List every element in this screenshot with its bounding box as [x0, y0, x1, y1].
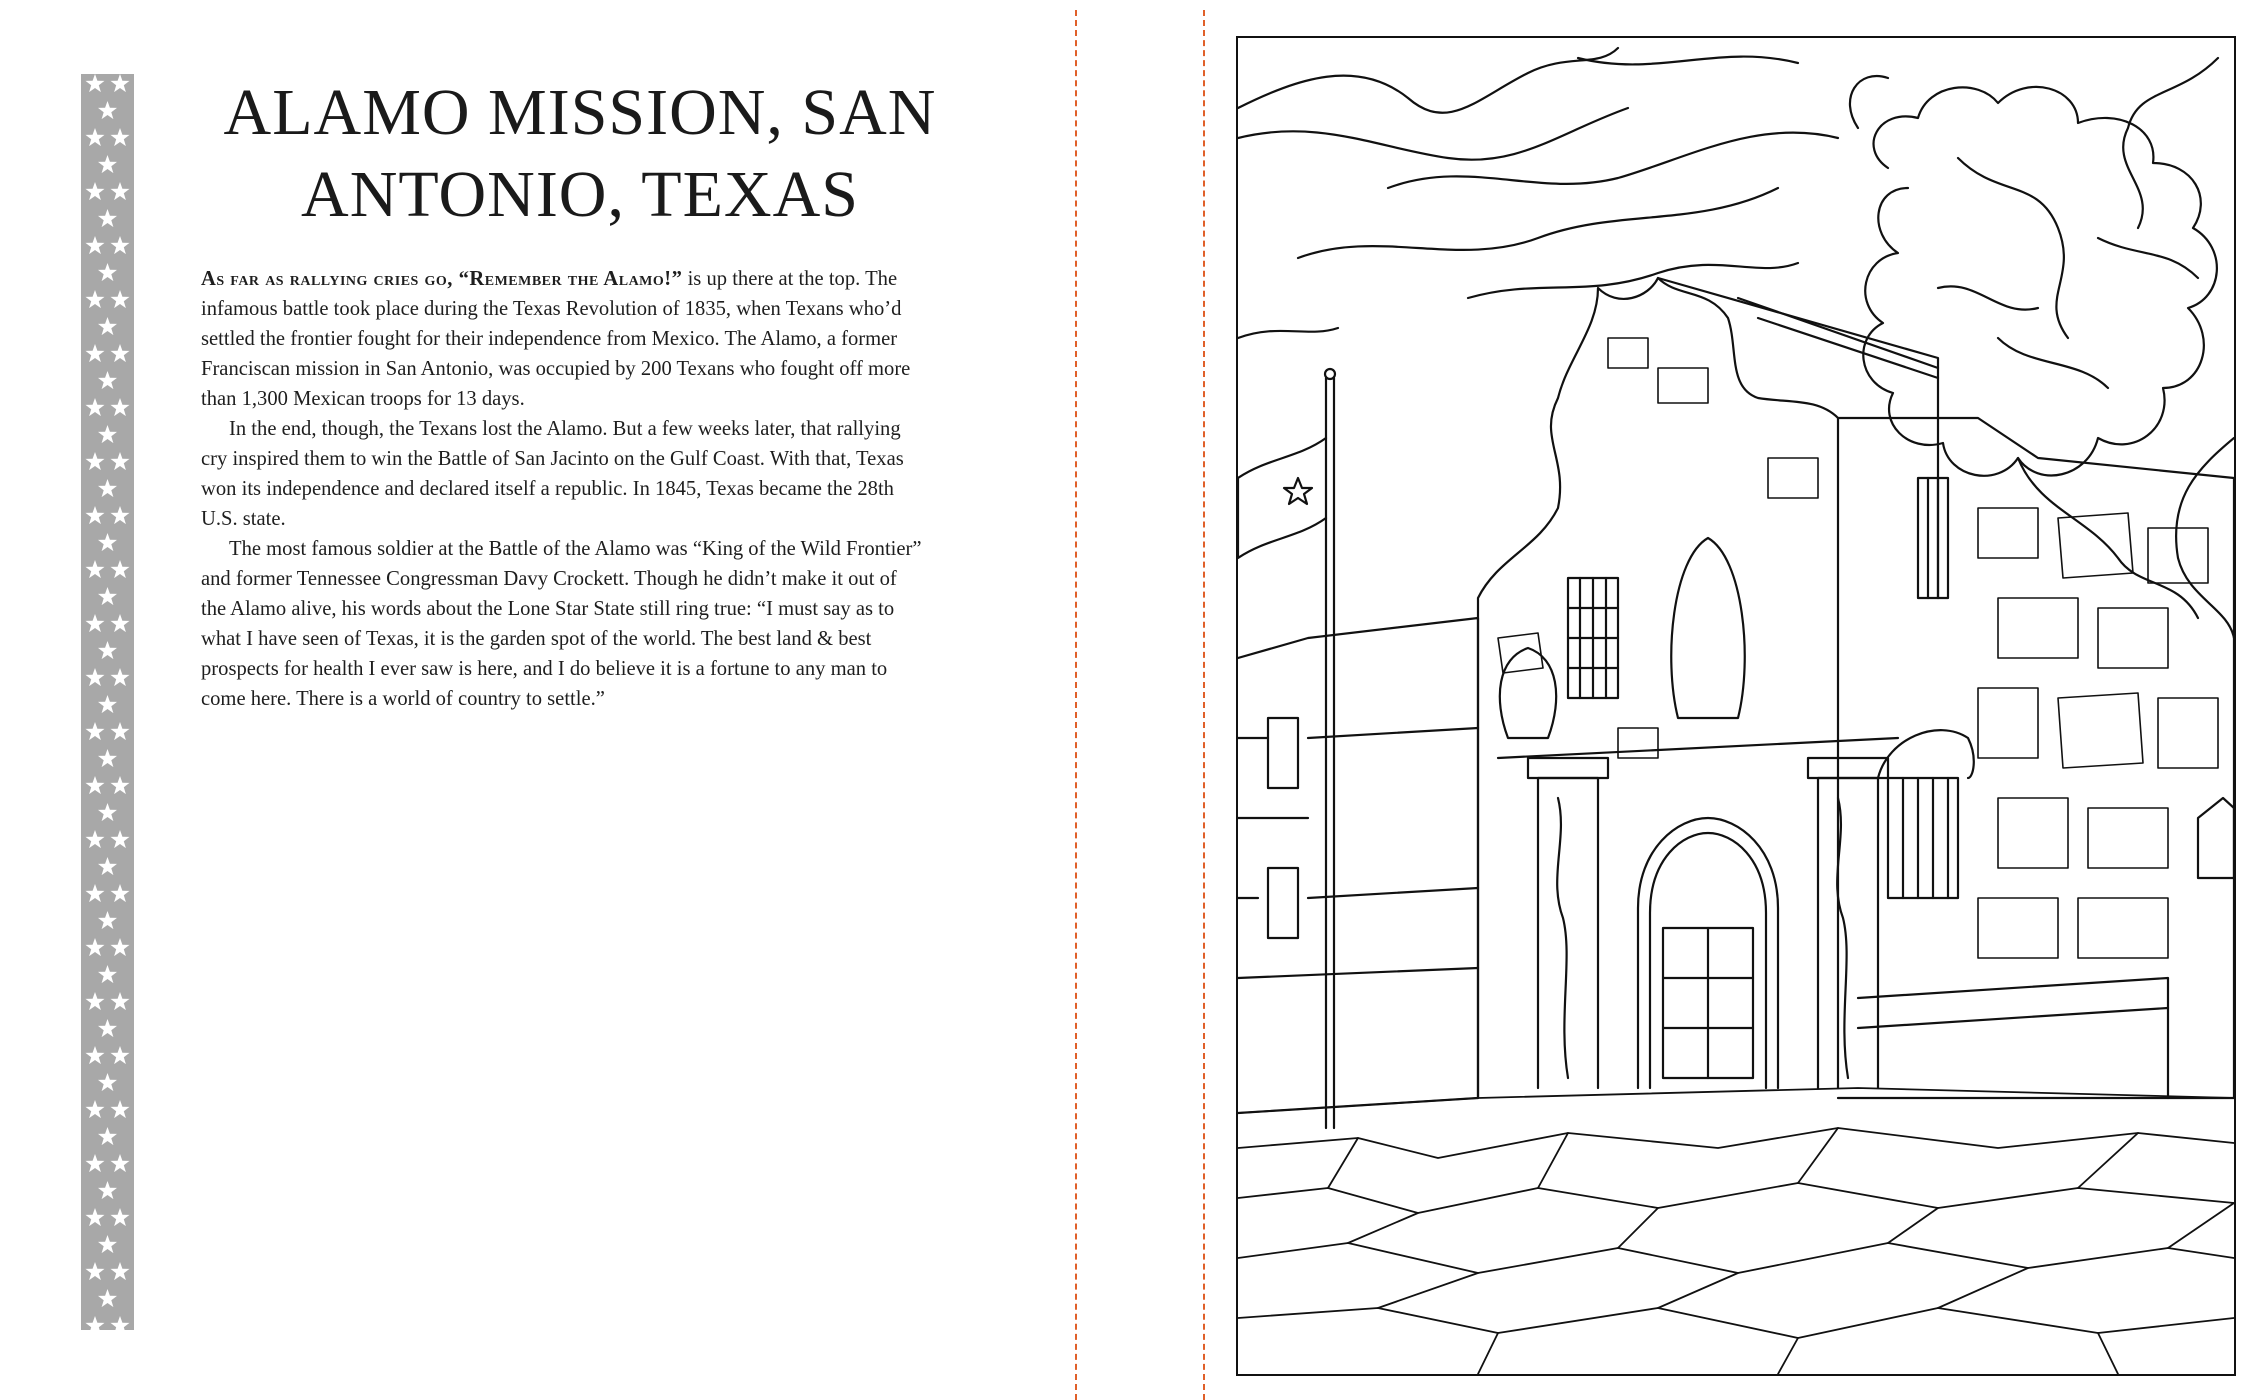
- star-icon: [111, 398, 130, 416]
- right-building: [1658, 278, 2234, 1098]
- left-page: [0, 0, 1075, 1400]
- star-icon: [86, 668, 105, 686]
- star-icon: [98, 857, 117, 875]
- star-icon: [111, 182, 130, 200]
- star-icon: [111, 992, 130, 1010]
- illustration-svg: [1238, 38, 2234, 1374]
- flag-pole: [1238, 369, 1335, 1128]
- paragraph-1-text: is up there at the top. The infamous battle took place during the Texas Revolution of 1835, when Texans who’d settled the frontier fought for their independence from Mexico. The Alamo, a former Franciscan mission in San Antonio, was occupied by 200 Texans who fought off more than 1,300 Mexican troops for 13 days.: [201, 268, 911, 410]
- star-icon: [111, 1316, 130, 1330]
- star-icon: [111, 1100, 130, 1118]
- paragraph-1: [201, 264, 926, 414]
- star-icon: [98, 749, 117, 767]
- star-icon: [98, 695, 117, 713]
- star-icon: [111, 830, 130, 848]
- left-wall: [1238, 618, 1478, 1113]
- star-icon: [111, 452, 130, 470]
- star-icon: [86, 452, 105, 470]
- star-icon: [111, 1046, 130, 1064]
- church-facade: [1478, 278, 1898, 1098]
- paragraph-2: In the end, though, the Texans lost the Alamo. But a few weeks later, that rallying cry inspired them to win the Battle of San Jacinto on the Gulf Coast. With that, Texas won its independence and declared itself a republic. In 1845, Texas became the 28th U.S. state.: [201, 418, 904, 530]
- star-icon: [98, 155, 117, 173]
- star-pattern: [81, 74, 134, 1330]
- star-icon: [86, 938, 105, 956]
- paragraph-3: The most famous soldier at the Battle of the Alamo was “King of the Wild Frontier” and former Tennessee Congressman Davy Crockett. Though he didn’t make it out of the Alamo alive, his words about the Lone Star State still ring true: “I must say as to what I have seen of Texas, it is the garden spot of the world. The best land & best prospects for health I ever saw is here, and I do believe it is a fortune to any man to come here. There is a world of country to settle.”: [201, 538, 922, 710]
- star-icon: [86, 722, 105, 740]
- star-icon: [98, 317, 117, 335]
- star-icon: [98, 263, 117, 281]
- cut-line-right: [1203, 10, 1205, 1400]
- star-icon: [98, 371, 117, 389]
- star-icon: [111, 74, 130, 92]
- star-icon: [86, 344, 105, 362]
- star-icon: [111, 506, 130, 524]
- star-icon: [98, 101, 117, 119]
- star-icon: [98, 479, 117, 497]
- star-icon: [86, 992, 105, 1010]
- star-icon: [86, 830, 105, 848]
- star-icon: [98, 641, 117, 659]
- page-title: ALAMO MISSION, SAN ANTONIO, TEXAS: [223, 76, 937, 231]
- star-icon: [98, 911, 117, 929]
- star-icon: [86, 1100, 105, 1118]
- star-icon: [86, 182, 105, 200]
- alamo-coloring-illustration: [1236, 36, 2236, 1376]
- sky-swirls: [1238, 48, 1838, 338]
- star-icon: [111, 884, 130, 902]
- star-icon: [111, 722, 130, 740]
- star-icon: [86, 1316, 105, 1330]
- star-icon: [111, 236, 130, 254]
- star-icon: [98, 965, 117, 983]
- star-icon: [98, 1073, 117, 1091]
- star-icon: [86, 290, 105, 308]
- star-icon: [98, 1181, 117, 1199]
- star-icon: [98, 587, 117, 605]
- star-icon: [98, 1127, 117, 1145]
- star-icon: [98, 1289, 117, 1307]
- star-icon: [86, 884, 105, 902]
- star-icon: [86, 506, 105, 524]
- star-icon: [86, 74, 105, 92]
- star-icon: [98, 803, 117, 821]
- star-icon: [111, 776, 130, 794]
- star-icon: [111, 1154, 130, 1172]
- tree-canopy: [1850, 58, 2234, 638]
- star-icon: [86, 236, 105, 254]
- star-icon: [86, 1154, 105, 1172]
- star-icon: [111, 128, 130, 146]
- star-icon: [111, 938, 130, 956]
- star-icon: [86, 776, 105, 794]
- star-icon: [98, 425, 117, 443]
- star-icon: [98, 1235, 117, 1253]
- star-icon: [111, 344, 130, 362]
- star-icon: [86, 614, 105, 632]
- star-icon: [111, 290, 130, 308]
- star-icon: [86, 398, 105, 416]
- star-icon: [98, 1019, 117, 1037]
- star-icon: [98, 209, 117, 227]
- star-icon: [86, 1208, 105, 1226]
- star-icon: [111, 614, 130, 632]
- star-icon: [111, 668, 130, 686]
- star-icon: [111, 560, 130, 578]
- star-icon: [86, 1262, 105, 1280]
- cut-line-left: [1075, 10, 1077, 1400]
- star-icon: [86, 560, 105, 578]
- star-icon: [86, 128, 105, 146]
- star-icon: [111, 1262, 130, 1280]
- cobblestone-plaza: [1238, 1088, 2234, 1374]
- body-text: [201, 264, 926, 714]
- star-icon: [86, 1046, 105, 1064]
- star-border-strip: [81, 74, 134, 1330]
- star-icon: [98, 533, 117, 551]
- lead-in: As far as rallying cries go, “Remember the Alamo!”: [201, 268, 683, 290]
- star-icon: [111, 1208, 130, 1226]
